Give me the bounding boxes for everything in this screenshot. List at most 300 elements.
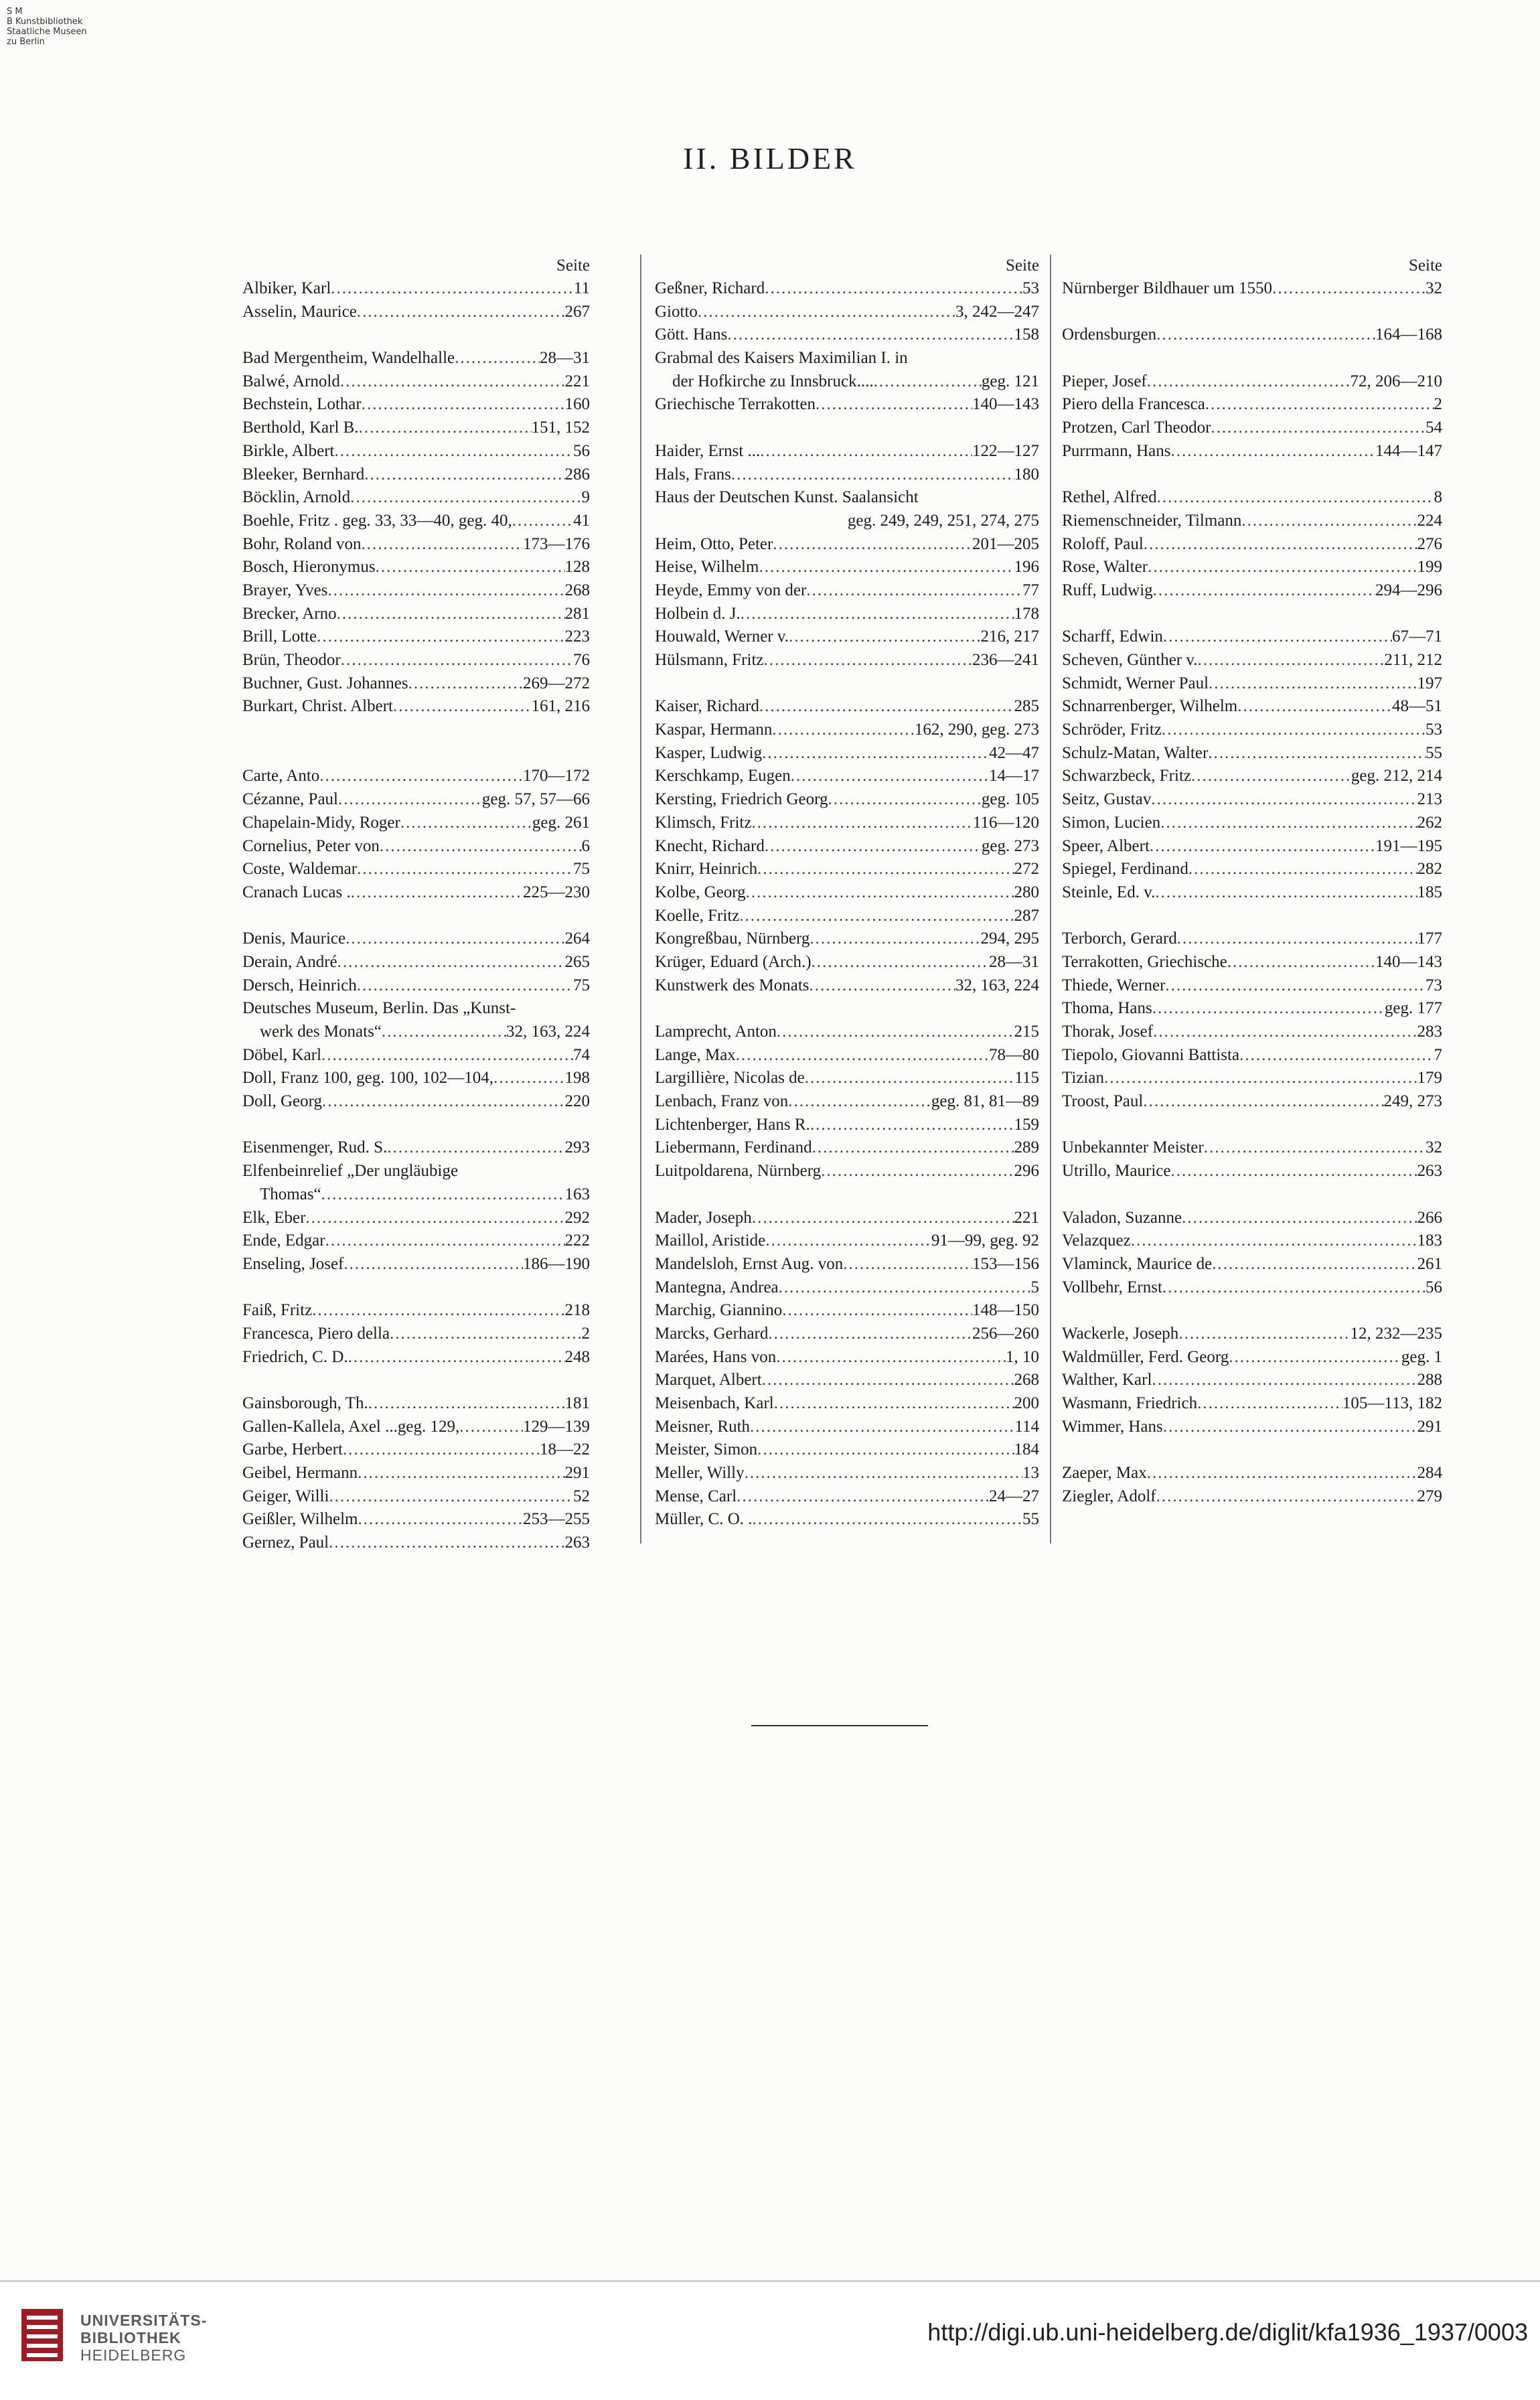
dot-leader: [774, 1392, 1014, 1416]
dot-leader: [325, 1229, 565, 1253]
index-entry: [242, 649, 590, 672]
index-entry-line: [655, 486, 1039, 510]
dot-leader: [455, 347, 540, 370]
index-entry: [655, 1229, 1039, 1253]
index-entry: [655, 463, 1039, 487]
index-entry: [242, 672, 590, 696]
entry-name: Troost, Paul: [1062, 1092, 1144, 1111]
entry-pages: 162, 290, geg. 273: [914, 721, 1039, 739]
dot-leader: [765, 835, 982, 858]
dot-leader: [828, 788, 982, 812]
index-entry: [655, 1392, 1039, 1416]
entry-name: Thorak, Josef: [1062, 1023, 1154, 1041]
index-entry: [242, 1229, 590, 1253]
dot-leader: [331, 277, 574, 301]
dot-leader: [1153, 579, 1375, 603]
entry-pages: 279: [1417, 1487, 1442, 1505]
entry-name: Brayer, Yves: [242, 581, 328, 599]
entry-name: Kersting, Friedrich Georg: [655, 790, 828, 809]
entry-name: Unbekannter Meister: [1062, 1138, 1204, 1157]
index-entry: [1062, 1229, 1442, 1253]
dot-leader: [368, 1392, 565, 1416]
entry-pages: 180: [1014, 465, 1039, 483]
index-entry: [1062, 858, 1442, 881]
entry-pages: 75: [573, 860, 590, 879]
entry-name: Boehle, Fritz . geg. 33, 33—40, geg. 40,: [242, 511, 512, 530]
index-entry: [655, 1485, 1039, 1509]
entry-name: Vlaminck, Maurice de: [1062, 1254, 1213, 1273]
dot-leader: [1165, 974, 1426, 998]
entry-name: Geißler, Wilhelm: [242, 1510, 358, 1529]
entry-name: Geibel, Hermann: [242, 1464, 358, 1483]
entry-pages: 263: [564, 1533, 590, 1552]
dot-leader: [408, 672, 523, 696]
entry-name: Lange, Max: [655, 1045, 736, 1064]
dot-leader: [351, 881, 523, 905]
entry-pages: 52: [573, 1487, 590, 1505]
letter-gap: [1062, 1114, 1442, 1137]
entry-name: Knecht, Richard: [655, 836, 765, 855]
index-entry: [655, 1136, 1039, 1160]
entry-pages: 282: [1417, 860, 1442, 879]
index-entry: [655, 1346, 1039, 1369]
library-name: [80, 2312, 207, 2364]
entry-name: Purrmann, Hans: [1062, 441, 1171, 460]
index-entry: [1062, 417, 1442, 440]
entry-pages: 256—260: [972, 1324, 1039, 1343]
index-entry: [242, 1416, 590, 1439]
dot-leader: [791, 765, 989, 788]
entry-pages: 115: [1014, 1069, 1039, 1088]
index-entry: [242, 788, 590, 812]
index-entry: [1062, 440, 1442, 463]
dot-leader: [757, 1438, 1014, 1462]
index-entry: [655, 835, 1039, 858]
entry-pages: 191—195: [1375, 836, 1442, 855]
letter-gap: [1062, 301, 1442, 324]
entry-pages: 77: [1022, 581, 1039, 599]
index-entry: [242, 1392, 590, 1416]
entry-pages: 183: [1417, 1231, 1442, 1250]
dot-leader: [380, 835, 582, 858]
letter-gap: [1062, 347, 1442, 370]
dot-leader: [321, 1044, 573, 1067]
entry-name: Roloff, Paul: [1062, 534, 1144, 553]
entry-name: Gainsborough, Th.: [242, 1394, 368, 1412]
entry-pages: 159: [1014, 1115, 1039, 1134]
entry-name: Rose, Walter: [1062, 558, 1148, 577]
index-entry: [655, 556, 1039, 579]
dot-leader: [305, 1207, 564, 1230]
index-entry: [1062, 1067, 1442, 1090]
dot-leader: [1155, 881, 1417, 905]
entry-pages: 56: [573, 441, 590, 460]
index-entry: [655, 1369, 1039, 1392]
stamp-line: S M: [7, 7, 23, 17]
entry-name: Marchig, Giannino: [655, 1301, 783, 1320]
index-entry: [242, 1044, 590, 1067]
entry-name: Bechstein, Lothar: [242, 395, 362, 414]
letter-gap: [242, 323, 590, 347]
entry-name: Schulz-Matan, Walter: [1062, 743, 1209, 762]
stamp-line: zu Berlin: [7, 37, 45, 47]
entry-name: Schröder, Fritz: [1062, 721, 1162, 739]
entry-pages: 173—176: [523, 534, 590, 553]
index-entry: [242, 835, 590, 858]
entry-name: Walther, Karl: [1062, 1371, 1152, 1390]
index-entry: [655, 1207, 1039, 1230]
entry-name: Burkart, Christ. Albert: [242, 697, 393, 716]
index-entry: [242, 1508, 590, 1531]
entry-name: Kongreßbau, Nürnberg: [655, 929, 810, 948]
entry-name: Cornelius, Peter von: [242, 836, 380, 855]
index-entry: [242, 625, 590, 649]
entry-pages: 116—120: [972, 813, 1039, 832]
index-entry: [1062, 1369, 1442, 1392]
index-entry: [1062, 323, 1442, 347]
entry-pages: geg. 261: [532, 813, 590, 832]
entry-pages: 161, 216: [531, 697, 590, 716]
entry-pages: 158: [1014, 325, 1039, 344]
entry-name: Kunstwerk des Monats: [655, 976, 810, 994]
entry-name: Asselin, Maurice: [242, 302, 357, 321]
index-column-3: [1062, 254, 1442, 1508]
index-entry: [655, 1462, 1039, 1485]
dot-leader: [512, 510, 573, 533]
entry-name: Thoma, Hans: [1062, 999, 1152, 1018]
index-entry: [1062, 277, 1442, 301]
index-entry: [1062, 951, 1442, 974]
entry-name: Kolbe, Georg: [655, 883, 746, 901]
dot-leader: [1162, 719, 1426, 742]
index-entry: [1062, 974, 1442, 998]
dot-leader: [731, 463, 1014, 487]
entry-pages: 8: [1434, 488, 1442, 507]
entry-pages: 249, 273: [1383, 1092, 1442, 1111]
entry-name: Garbe, Herbert: [242, 1440, 343, 1459]
dot-leader: [312, 1299, 564, 1323]
entry-pages: 197: [1417, 674, 1442, 692]
index-entry: [1062, 486, 1442, 510]
dot-leader: [340, 370, 565, 394]
entry-pages: 177: [1417, 929, 1442, 948]
dot-leader: [759, 695, 1014, 719]
index-entry: [655, 812, 1039, 835]
entry-pages: 140—143: [972, 395, 1039, 414]
entry-name: Kaiser, Richard: [655, 697, 759, 716]
index-entry: [1062, 881, 1442, 905]
letter-gap: [1062, 1183, 1442, 1207]
dot-leader: [810, 1114, 1014, 1137]
entry-pages: 280: [1014, 883, 1039, 901]
index-entry: [655, 1044, 1039, 1067]
dot-leader: [1241, 510, 1417, 533]
dot-leader: [1188, 858, 1417, 881]
index-entry: [655, 603, 1039, 626]
entry-name: Marquet, Albert: [655, 1371, 762, 1390]
dot-leader: [698, 301, 955, 324]
entry-name: Knirr, Heinrich: [655, 860, 758, 879]
entry-name: Riemenschneider, Tilmann: [1062, 511, 1242, 530]
dot-leader: [1152, 997, 1385, 1021]
dot-leader: [782, 1299, 972, 1323]
entry-name: Luitpoldarena, Nürnberg: [655, 1162, 822, 1181]
entry-name: Protzen, Carl Theodor: [1062, 419, 1211, 437]
entry-pages: 294—296: [1375, 581, 1442, 599]
index-entry: [655, 974, 1039, 998]
index-entry: [1062, 625, 1442, 649]
index-entry: [1062, 370, 1442, 394]
dot-leader: [745, 1462, 1022, 1485]
entry-name: Mandelsloh, Ernst Aug. von: [655, 1254, 844, 1273]
entry-name: Maillol, Aristide: [655, 1231, 766, 1250]
entry-pages: 144—147: [1375, 441, 1442, 460]
entry-pages: 28—31: [540, 349, 590, 368]
dot-leader: [341, 649, 573, 672]
entry-name: Gött. Hans: [655, 325, 728, 344]
letter-gap: [242, 1369, 590, 1392]
dot-leader: [788, 1090, 931, 1114]
entry-name: Krüger, Eduard (Arch.): [655, 952, 812, 971]
index-entry: [242, 603, 590, 626]
dot-leader: [1229, 1346, 1401, 1369]
entry-name: Deutsches Museum, Berlin. Das „Kunst-: [242, 999, 516, 1018]
index-entry: [242, 1323, 590, 1346]
index-entry: [242, 1090, 590, 1114]
entry-pages: 164—168: [1375, 325, 1442, 344]
entry-name: Koelle, Fritz: [655, 906, 740, 925]
dot-leader: [1170, 1160, 1417, 1183]
entry-pages: 223: [564, 627, 590, 646]
index-entry-pages: [655, 510, 1039, 533]
letter-gap: [242, 905, 590, 928]
university-seal-icon: [19, 2306, 66, 2364]
dot-leader: [812, 951, 989, 974]
index-entry: [655, 1508, 1039, 1531]
index-entry: [1062, 1416, 1442, 1439]
dot-leader: [874, 370, 982, 394]
entry-pages: 105—113, 182: [1342, 1394, 1442, 1412]
entry-name: Geßner, Richard: [655, 279, 765, 297]
index-entry: [655, 277, 1039, 301]
index-entry: [655, 1090, 1039, 1114]
index-entry: [655, 1438, 1039, 1462]
dot-leader: [345, 927, 564, 951]
entry-name: Mader, Joseph: [655, 1208, 752, 1227]
entry-name: Enseling, Josef: [242, 1254, 344, 1273]
index-entry-line: [242, 997, 590, 1021]
entry-name: Berthold, Karl B.: [242, 419, 359, 437]
dot-leader: [810, 974, 955, 998]
entry-pages: 186—190: [523, 1254, 590, 1273]
entry-pages: 91—99, geg. 92: [931, 1231, 1039, 1250]
index-entry: [655, 1299, 1039, 1323]
dot-leader: [752, 1207, 1014, 1230]
entry-pages: 272: [1014, 860, 1039, 879]
entry-pages: 294, 295: [980, 929, 1039, 948]
entry-name: Cézanne, Paul: [242, 790, 339, 809]
dot-leader: [1177, 927, 1417, 951]
entry-name: Houwald, Werner v.: [655, 627, 789, 646]
entry-name: Velazquez: [1062, 1231, 1131, 1250]
entry-pages: 151, 152: [531, 419, 590, 437]
dot-leader: [779, 1276, 1031, 1300]
index-entry: [1062, 1090, 1442, 1114]
entry-name: Tiepolo, Giovanni Battista: [1062, 1045, 1240, 1064]
entry-pages: 114: [1014, 1417, 1039, 1436]
entry-pages: 72, 206—210: [1350, 372, 1442, 390]
entry-name: Seitz, Gustav: [1062, 790, 1152, 809]
entry-pages: 284: [1417, 1464, 1442, 1483]
entry-name: Schmidt, Werner Paul: [1062, 674, 1209, 692]
dot-leader: [1157, 486, 1434, 510]
entry-name: Coste, Waldemar: [242, 860, 358, 879]
entry-pages: geg. 212, 214: [1351, 767, 1442, 785]
entry-pages: 224: [1417, 511, 1442, 530]
index-entry: [242, 1438, 590, 1462]
index-entry: [655, 533, 1039, 556]
entry-name: Meister, Simon: [655, 1440, 758, 1459]
stamp-line: Staatliche Museen: [7, 27, 87, 37]
dot-leader: [760, 440, 972, 463]
entry-pages: 267: [564, 302, 590, 321]
dot-leader: [1197, 1392, 1342, 1416]
dot-leader: [805, 1067, 1015, 1090]
entry-pages: 75: [573, 976, 590, 994]
entry-pages: 276: [1417, 534, 1442, 553]
entry-name: Pieper, Josef: [1062, 372, 1147, 390]
source-url-link[interactable]: http://digi.ub.uni-heidelberg.de/diglit/kfa1936_1937/0003: [927, 2318, 1528, 2346]
entry-pages: 48—51: [1392, 697, 1442, 716]
index-entry: [1062, 1276, 1442, 1300]
entry-pages: 283: [1417, 1023, 1442, 1041]
dot-leader: [1150, 835, 1375, 858]
dot-leader: [390, 1323, 581, 1346]
entry-pages: 196: [1014, 558, 1039, 577]
entry-pages: 178: [1014, 604, 1039, 623]
entry-pages: geg. 177: [1384, 999, 1442, 1018]
entry-name: Schwarzbeck, Fritz: [1062, 767, 1191, 785]
index-entry: [655, 1160, 1039, 1183]
entry-name: Utrillo, Maurice: [1062, 1162, 1171, 1181]
dot-leader: [757, 858, 1014, 881]
index-entry: [655, 393, 1039, 417]
entry-pages: 221: [564, 372, 590, 390]
entry-name: Nürnberger Bildhauer um 1550: [1062, 279, 1273, 297]
entry-name: Marcks, Gerhard: [655, 1324, 769, 1343]
dot-leader: [1211, 417, 1426, 440]
entry-name: Brün, Theodor: [242, 651, 341, 669]
entry-pages: 220: [564, 1092, 590, 1111]
dot-leader: [334, 440, 573, 463]
entry-name: Chapelain-Midy, Roger: [242, 813, 400, 832]
index-entry-line: [655, 347, 1039, 370]
dot-leader: [343, 1438, 540, 1462]
dot-leader: [812, 1136, 1014, 1160]
dot-leader: [358, 1508, 524, 1531]
index-entry: [655, 719, 1039, 742]
index-entry: [1062, 1160, 1442, 1183]
index-entry: [242, 486, 590, 510]
entry-pages: 129—139: [523, 1417, 590, 1436]
entry-pages: 179: [1417, 1069, 1442, 1088]
entry-pages: 170—172: [523, 767, 590, 785]
entry-name: Klimsch, Fritz: [655, 813, 752, 832]
dot-leader: [350, 486, 581, 510]
dot-leader: [1191, 765, 1351, 788]
entry-pages: 216, 217: [980, 627, 1039, 646]
entry-name: Heim, Otto, Peter: [655, 534, 773, 553]
entry-pages: 1, 10: [1006, 1347, 1039, 1366]
entry-name: Bosch, Hieronymus: [242, 558, 376, 577]
entry-pages: 253—255: [523, 1510, 590, 1529]
entry-pages: 262: [1417, 813, 1442, 832]
entry-pages: 287: [1014, 906, 1039, 925]
index-entry: [242, 463, 590, 487]
dot-leader: [1153, 1021, 1417, 1044]
index-entry: [242, 974, 590, 998]
index-entry: [655, 1067, 1039, 1090]
entry-pages: 13: [1022, 1464, 1039, 1483]
dot-leader: [1152, 1369, 1417, 1392]
entry-pages: 268: [564, 581, 590, 599]
entry-pages: 67—71: [1392, 627, 1442, 646]
index-entry: [242, 533, 590, 556]
dot-leader: [1239, 1044, 1434, 1067]
letter-gap: [655, 997, 1039, 1021]
entry-name: Giotto: [655, 302, 698, 321]
entry-name: Wasmann, Friedrich: [1062, 1394, 1198, 1412]
dot-leader: [1170, 440, 1375, 463]
entry-name: Geiger, Willi: [242, 1487, 329, 1505]
entry-pages: 78—80: [989, 1045, 1039, 1064]
index-entry: [1062, 649, 1442, 672]
entry-pages: 291: [564, 1464, 590, 1483]
entry-name: Dersch, Heinrich: [242, 976, 357, 994]
entry-name: Rethel, Alfred: [1062, 488, 1157, 507]
entry-pages: 292: [564, 1208, 590, 1227]
entry-name: Lichtenberger, Hans R.: [655, 1115, 810, 1134]
entry-name: Heyde, Emmy von der: [655, 581, 807, 599]
dot-leader: [1162, 1276, 1426, 1300]
entry-pages: 221: [1014, 1208, 1039, 1227]
entry-name: Griechische Terrakotten: [655, 395, 816, 414]
dot-leader: [1131, 1229, 1417, 1253]
entry-pages: 222: [564, 1231, 590, 1250]
dot-leader: [1198, 649, 1385, 672]
entry-name: Mense, Carl: [655, 1487, 737, 1505]
entry-pages: 76: [573, 651, 590, 669]
entry-name: Scheven, Günther v.: [1062, 651, 1198, 669]
entry-pages: 200: [1014, 1394, 1039, 1412]
index-entry: [655, 1276, 1039, 1300]
entry-pages: 291: [1417, 1417, 1442, 1436]
entry-pages: 289: [1014, 1138, 1039, 1157]
entry-pages: 42—47: [989, 743, 1039, 762]
entry-name: Valadon, Suzanne: [1062, 1208, 1182, 1227]
index-entry: [655, 788, 1039, 812]
seite-header: Seite: [1006, 256, 1039, 275]
entry-pages: 160: [564, 395, 590, 414]
letter-gap: [242, 742, 590, 765]
index-entry: [242, 1253, 590, 1276]
dot-leader: [737, 1485, 989, 1509]
column-divider: [640, 254, 641, 1544]
dot-leader: [765, 1229, 931, 1253]
dot-leader: [387, 1136, 564, 1160]
entry-pages: geg. 121: [981, 372, 1039, 390]
entry-name: Albiker, Karl: [242, 279, 331, 297]
